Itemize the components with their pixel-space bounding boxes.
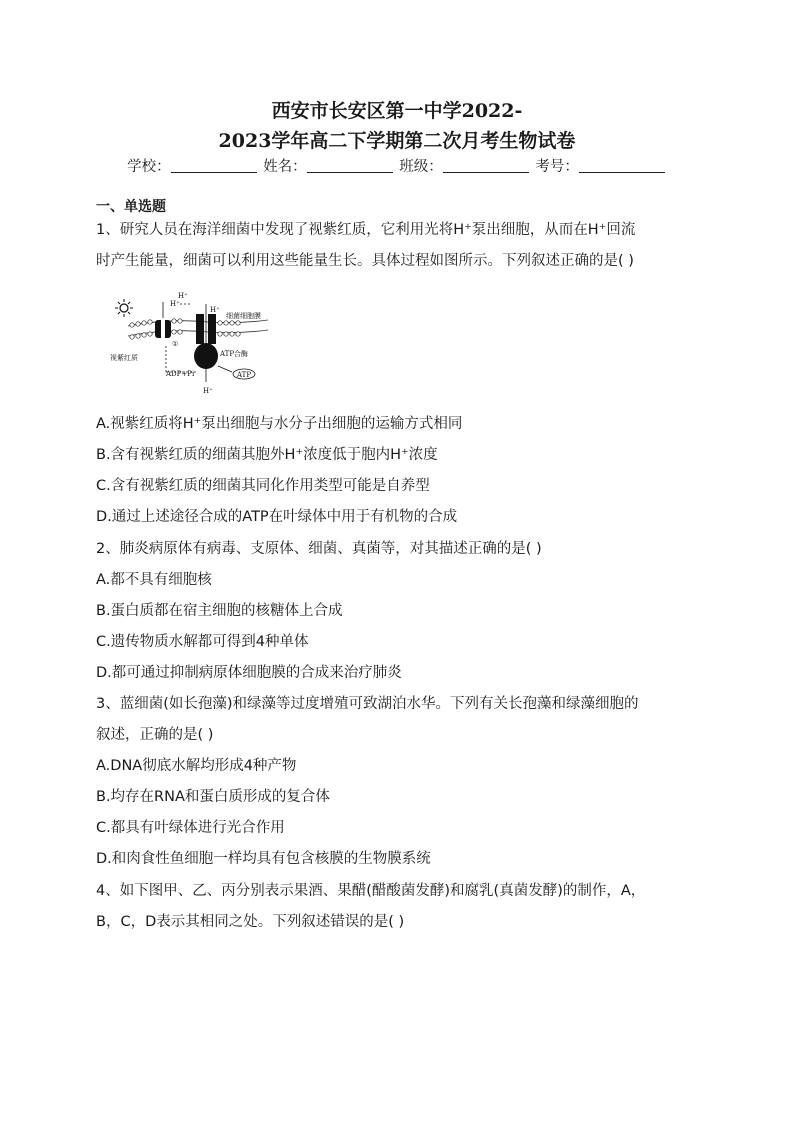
label-circle-1: ①	[172, 340, 179, 348]
school-label: 学校：	[127, 159, 171, 175]
label-hplus-right: H⁺	[210, 306, 220, 314]
rhodopsin-protein	[155, 320, 171, 338]
exam-no-label: 考号：	[535, 159, 579, 175]
q2-stem: 2、肺炎病原体有病毒、支原体、细菌、真菌等，对其描述正确的是( )	[96, 541, 542, 557]
label-membrane: 细菌细胞膜	[226, 312, 261, 320]
student-info-row	[0, 155, 794, 176]
class-blank	[443, 158, 529, 173]
q3-option-a: A.DNA彻底水解均形成4种产物	[96, 758, 297, 774]
sun-icon	[115, 299, 133, 317]
label-hplus-mid: H⁺	[170, 300, 180, 308]
q3-option-d: D.和肉食性鱼细胞一样均具有包含核膜的生物膜系统	[96, 851, 431, 867]
q3-option-b: B.均存在RNA和蛋白质形成的复合体	[96, 789, 330, 805]
q1-option-a: A.视紫红质将H⁺泵出细胞与水分子出细胞的运输方式相同	[96, 416, 463, 432]
q1-option-b: B.含有视紫红质的细菌其胞外H⁺浓度低于胞内H⁺浓度	[96, 447, 438, 463]
q3-stem-line2: 叙述，正确的是( )	[96, 727, 214, 743]
section-title: 一、单选题	[96, 199, 166, 215]
label-atp-synthase: ATP合酶	[220, 350, 249, 358]
lipid-heads	[130, 319, 240, 339]
q3-option-c: C.都具有叶绿体进行光合作用	[96, 820, 285, 836]
q3-stem-line1: 3、蓝细菌(如长孢藻)和绿藻等过度增殖可致湖泊水华。下列有关长孢藻和绿藻细胞的	[96, 696, 639, 712]
label-atp: ATP	[237, 371, 252, 379]
q2-option-c: C.遗传物质水解都可得到4种单体	[96, 634, 309, 650]
q2-option-d: D.都可通过抑制病原体细胞膜的合成来治疗肺炎	[96, 665, 402, 681]
exam-no-blank	[579, 158, 665, 173]
exam-title-line2: 2023学年高二下学期第二次月考生物试卷	[218, 130, 576, 152]
class-label: 班级：	[399, 159, 443, 175]
q1-option-d: D.通过上述途径合成的ATP在叶绿体中用于有机物的合成	[96, 509, 458, 525]
label-hplus-top: H⁺	[178, 292, 188, 300]
q1-option-c: C.含有视紫红质的细菌其同化作用类型可能是自养型	[96, 478, 430, 494]
name-label: 姓名：	[263, 159, 307, 175]
q2-option-a: A.都不具有细胞核	[96, 572, 212, 588]
school-blank	[171, 158, 257, 173]
label-adp-pi: ADP+Pi	[166, 370, 195, 378]
name-blank	[307, 158, 393, 173]
label-rhodopsin: 视紫红质	[110, 354, 138, 362]
q1-stem-line2: 时产生能量，细菌可以利用这些能量生长。具体过程如图所示。下列叙述正确的是( )	[96, 253, 634, 269]
exam-title-line1: 西安市长安区第一中学2022-	[271, 100, 523, 122]
q4-stem-line1: 4、如下图甲、乙、丙分别表示果酒、果醋(醋酸菌发酵)和腐乳(真菌发酵)的制作，A，	[96, 883, 646, 899]
q1-stem-line1: 1、研究人员在海洋细菌中发现了视紫红质，它利用光将H⁺泵出细胞，从而在H⁺回流	[96, 222, 636, 238]
rhodopsin-diagram	[108, 290, 288, 400]
label-hplus-bottom: H⁺	[203, 387, 213, 395]
q2-option-b: B.蛋白质都在宿主细胞的核糖体上合成	[96, 603, 343, 619]
q4-stem-line2: B，C，D表示其相同之处。下列叙述错误的是( )	[96, 914, 405, 930]
